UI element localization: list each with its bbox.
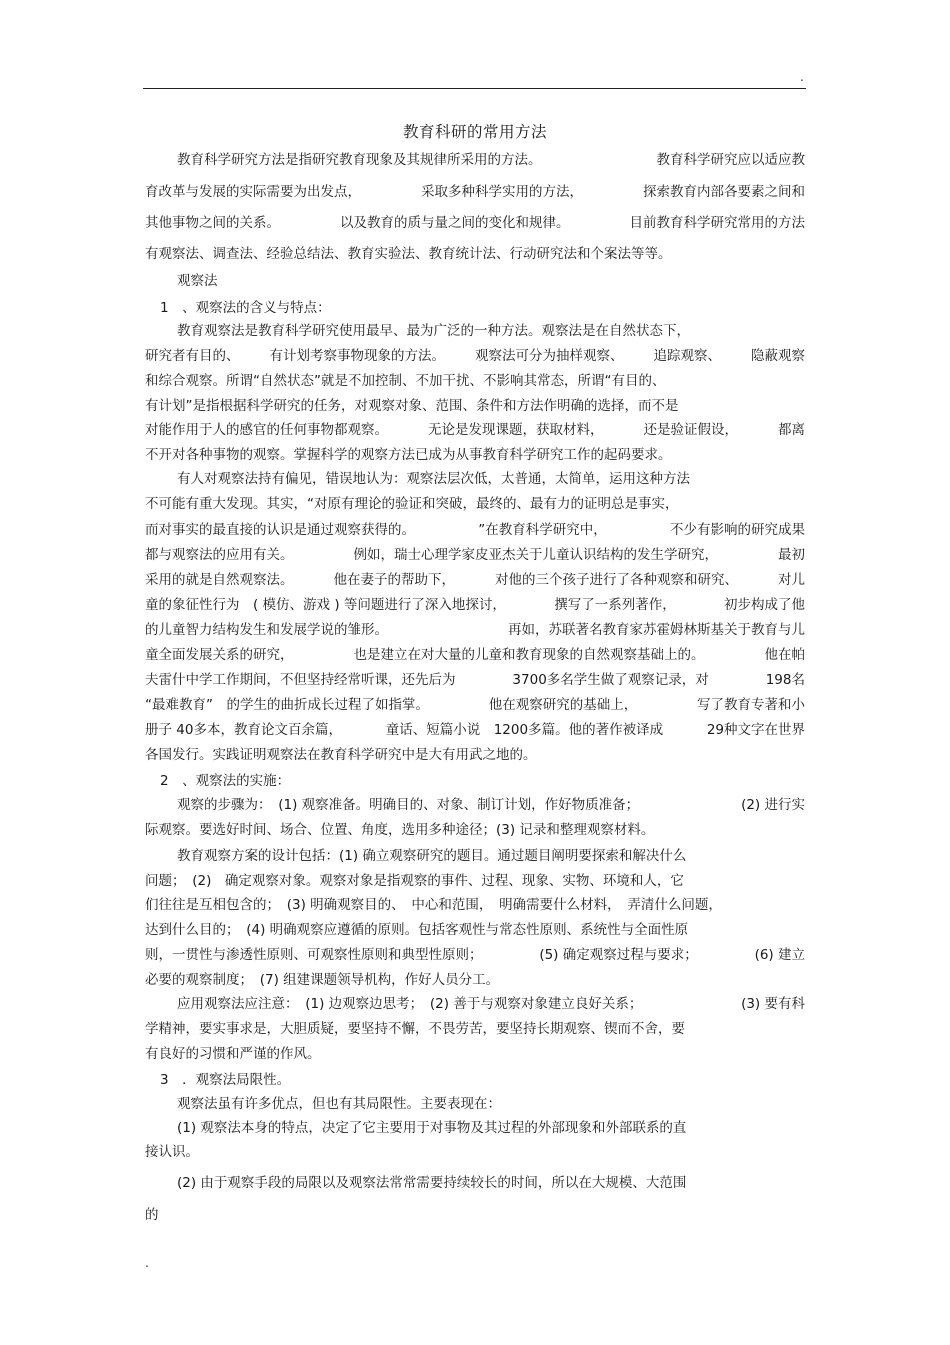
text-line (177, 1095, 805, 1113)
text-segment: 29种文字在世界 (706, 722, 805, 738)
text-segment: 观察法可分为抽样观察、 (475, 348, 624, 364)
text-line (145, 571, 805, 589)
text-segment: 童的象征性行为 ( 模仿、游戏 ) 等问题进行了深入地探讨， (145, 597, 506, 613)
text-line (145, 671, 805, 689)
text-line (160, 299, 805, 317)
text-line (145, 397, 805, 415)
text-segment: 1 、观察法的含义与特点： (160, 300, 331, 316)
text-segment: 采取多种科学实用的方法， (421, 184, 583, 200)
text-line (177, 470, 805, 488)
text-segment: 都离 (778, 422, 805, 438)
page-mark-bottom: . (145, 1256, 149, 1270)
header-rule (143, 88, 806, 89)
text-segment: 有计划”是指根据科学研究的任务，对观察对象、范围、条件和方法作明确的选择，而不是 (145, 398, 679, 414)
text-segment: 写了教育专著和小 (697, 697, 805, 713)
text-segment: 际观察。要选好时间、场合、位置、角度，选用多种途径； (145, 822, 496, 838)
text-line (177, 151, 805, 169)
text-segment: 无论是发现课题，获取材料， (428, 422, 604, 438)
text-segment: 他在妻子的帮助下， (333, 572, 455, 588)
text-line (177, 796, 805, 814)
text-segment: (3) 要有科 (741, 996, 805, 1012)
text-line (145, 183, 805, 201)
text-segment: (2) 进行实 (741, 797, 805, 813)
text-segment: 他在观察研究的基础上， (488, 697, 638, 713)
text-line (145, 546, 805, 564)
text-segment: 问题； (2) 确定观察对象。观察对象是指观察的事件、过程、现象、实物、环境和人，它 (145, 873, 684, 889)
text-line (177, 1174, 805, 1192)
text-segment: 2 、观察法的实施： (160, 773, 291, 789)
text-segment: 应用观察法应注意： (1) 边观察边思考； (2) 善于与观察对象建立良好关系； (177, 996, 643, 1012)
text-segment: 对儿 (778, 572, 805, 588)
text-line (145, 696, 805, 714)
text-segment: 有人对观察法持有偏见，错误地认为：观察法层次低，太普通，太简单，运用这种方法 (177, 471, 690, 487)
text-segment: 对他的三个孩子进行了各种观察和研究、 (495, 572, 738, 588)
text-segment: 的儿童智力结构发生和发展学说的雏形。 (145, 622, 388, 638)
text-segment: 们往往是互相包含的； (3) 明确观察目的、 中心和范围， 明确需要什么材料， 弄清什么问题， (145, 897, 722, 913)
text-line (145, 347, 805, 365)
text-line (160, 772, 805, 790)
text-segment: 隐蔽观察 (751, 348, 805, 364)
text-segment: 教育观察方案的设计包括： (177, 848, 339, 864)
text-segment: 和综合观察。所谓“自然状态”就是不加控制、不加干扰、不影响其常态，所谓“有目的、 (145, 373, 666, 389)
text-segment: (1) 确立观察研究的题目。通过题目阐明要探索和解决什么 (339, 848, 687, 864)
text-segment: 对能作用于人的感官的任何事物都观察。 (145, 422, 388, 438)
text-segment: 探索教育内部各要素之间和 (643, 184, 805, 200)
text-segment: 以及教育的质与量之间的变化和规律。 (340, 215, 570, 231)
text-segment: 则，一贯性与渗透性原则、可观察性原则和典型性原则； (145, 947, 483, 963)
text-line (145, 1206, 805, 1224)
text-segment: 夫雷什中学工作期间，不但坚持经常听课，还先后为 (145, 672, 456, 688)
text-line (145, 596, 805, 614)
text-segment: 不开对各种事物的观察。掌握科学的观察方法已成为从事教育科学研究工作的起码要求。 (145, 447, 672, 463)
text-line (145, 421, 805, 439)
text-segment: ”在教育科学研究中， (478, 522, 607, 538)
text-segment: 3700多名学生做了观察记录，对 (512, 672, 709, 688)
text-segment: 再如，苏联著名教育家苏霍姆林斯基关于教育与儿 (508, 622, 805, 638)
text-segment: 还是验证假设， (643, 422, 738, 438)
text-segment: 必要的观察制度； (7) 组建课题领导机构，作好人员分工。 (145, 972, 500, 988)
text-segment: 观察的步骤为： (1) 观察准备。明确目的、对象、制订计划，作好物质准备； (177, 797, 640, 813)
text-line (145, 214, 805, 232)
text-segment: 册子 40多本，教育论文百余篇， (145, 722, 342, 738)
text-line (177, 995, 805, 1013)
text-segment: 接认识。 (145, 1144, 199, 1160)
text-segment: 观察法虽有许多优点，但也有其局限性。主要表现在： (177, 1096, 501, 1112)
text-line (145, 946, 805, 964)
text-segment: 观察法 (177, 273, 218, 289)
text-segment: 其他事物之间的关系。 (145, 215, 280, 231)
text-segment: (5) 确定观察过程与要求； (539, 947, 698, 963)
text-segment: 童话、短篇小说 1200多篇。他的著作被译成 (385, 722, 664, 738)
text-segment: 教育科学研究方法是指研究教育现象及其规律所采用的方法。 (177, 152, 542, 168)
text-segment: 育改革与发展的实际需要为出发点， (145, 184, 361, 200)
text-segment: 198名 (765, 672, 805, 688)
text-line (145, 495, 805, 513)
text-segment: 采用的就是自然观察法。 (145, 572, 294, 588)
text-line (177, 1119, 805, 1137)
text-line (145, 821, 805, 839)
text-segment: (3) 记录和整理观察材料。 (496, 822, 655, 838)
text-segment: 不少有影响的研究成果 (670, 522, 805, 538)
text-segment: 例如，瑞士心理学家皮亚杰关于儿童认识结构的发生学研究， (353, 547, 718, 563)
text-line (145, 921, 805, 939)
text-line (145, 446, 805, 464)
text-line (145, 646, 805, 664)
text-segment: 最初 (778, 547, 805, 563)
text-line (145, 746, 805, 764)
text-line (177, 322, 805, 340)
text-segment: 教育观察法是教育科学研究使用最早、最为广泛的一种方法。观察法是在自然状态下， (177, 323, 690, 339)
text-segment: 研究者有目的、 (145, 348, 240, 364)
text-segment: (1) 观察法本身的特点，决定了它主要用于对事物及其过程的外部现象和外部联系的直 (177, 1120, 687, 1136)
text-segment: 而对事实的最直接的认识是通过观察获得的。 (145, 522, 415, 538)
text-segment: (6) 建立 (754, 947, 805, 963)
text-segment: 各国发行。实践证明观察法在教育科学研究中是大有用武之地的。 (145, 747, 537, 763)
text-line (145, 721, 805, 739)
text-line (145, 621, 805, 639)
text-line (145, 896, 805, 914)
text-line (145, 872, 805, 890)
text-segment: 有计划考察事物现象的方法。 (269, 348, 445, 364)
text-line (145, 1045, 805, 1063)
text-line (145, 971, 805, 989)
text-segment: 学精神，要实事求是，大胆质疑，要坚持不懈，不畏劳苦，要坚持长期观察、锲而不舍，要 (145, 1021, 685, 1037)
text-segment: 也是建立在对大量的儿童和教育现象的自然观察基础上的。 (353, 647, 705, 663)
text-segment: 都与观察法的应用有关。 (145, 547, 294, 563)
text-segment: 的 (145, 1207, 159, 1223)
text-segment: (2) 由于观察手段的局限以及观察法常常需要持续较长的时间，所以在大规模、大范围 (177, 1175, 687, 1191)
text-line (145, 372, 805, 390)
text-segment: “最难教育” 的学生的曲折成长过程了如指掌。 (145, 697, 429, 713)
text-segment: 目前教育科学研究常用的方法 (629, 215, 805, 231)
page-mark-top: . (800, 70, 804, 84)
text-segment: 有良好的习惯和严谨的作风。 (145, 1046, 321, 1062)
text-line (145, 1143, 805, 1161)
text-line (177, 847, 805, 865)
text-line (160, 1071, 805, 1089)
text-segment: 童全面发展关系的研究， (145, 647, 294, 663)
text-line (145, 1020, 805, 1038)
text-segment: 不可能有重大发现。其实，“对原有理论的验证和突破，最终的、最有力的证明总是事实， (145, 496, 679, 512)
text-line (177, 272, 805, 290)
text-segment: 3 ．观察法局限性。 (160, 1072, 291, 1088)
text-segment: 撰写了一系列著作， (554, 597, 676, 613)
text-segment: 达到什么目的； (4) 明确观察应遵循的原则。包括客观性与常态性原则、系统性与全面性原 (145, 922, 689, 938)
text-segment: 教育科学研究应以适应教 (656, 152, 805, 168)
page-title: 教育科研的常用方法 (402, 123, 547, 141)
text-segment: 有观察法、调查法、经验总结法、教育实验法、教育统计法、行动研究法和个案法等等。 (145, 246, 672, 262)
text-line (145, 245, 805, 263)
text-segment: 他在帕 (764, 647, 805, 663)
text-segment: 追踪观察、 (653, 348, 721, 364)
text-segment: 初步构成了他 (723, 597, 805, 613)
text-line (145, 521, 805, 539)
